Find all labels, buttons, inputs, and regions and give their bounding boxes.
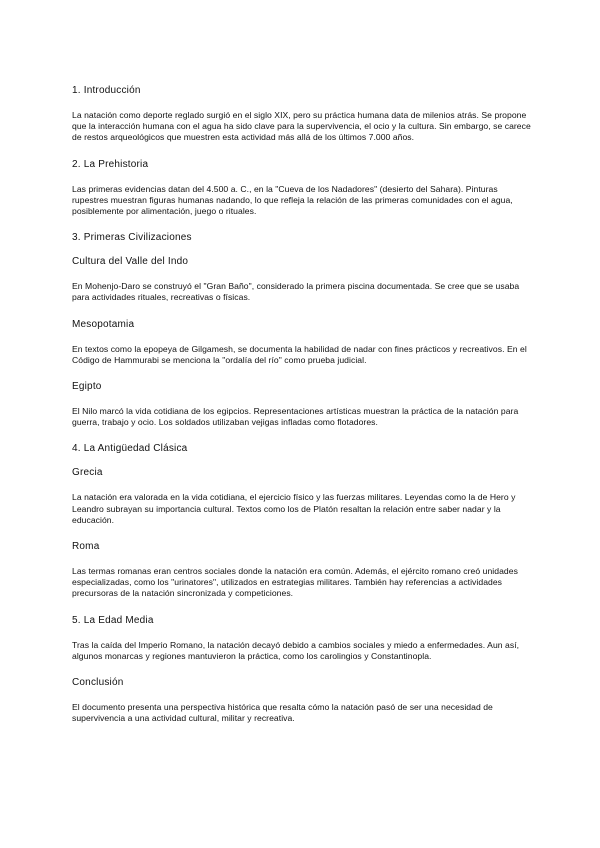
paragraph-valle-del-indo: En Mohenjo-Daro se construyó el "Gran Baño", considerado la primera piscina documentada. Se cree que se usaba para actividades rituales, recreativas o físicas. xyxy=(72,281,520,303)
paragraph-mesopotamia: En textos como la epopeya de Gilgamesh, se documenta la habilidad de nadar con fines prácticos y recreativos. En el Código de Hammurabi se menciona la "ordalía del río" como prueba judicial. xyxy=(72,343,527,365)
heading-grecia: Grecia xyxy=(72,467,103,479)
paragraph-conclusion: El documento presenta una perspectiva histórica que resalta cómo la natación pasó de ser una necesidad de supervivencia a una actividad cultural, militar y recreativa. xyxy=(72,702,493,724)
heading-prehistoria: 2. La Prehistoria xyxy=(72,158,149,170)
paragraph-egipto: El Nilo marcó la vida cotidiana de los egipcios. Representaciones artísticas muestran la práctica de la natación para guerra, trabajo y ocio. Los soldados utilizaban vejigas infladas como flotadores. xyxy=(72,406,519,428)
paragraph-prehistoria: Las primeras evidencias datan del 4.500 a. C., en la "Cueva de los Nadadores" (desierto del Sahara). Pinturas rupestres muestran figuras humanas nadando, lo que refleja la relación de las primeras comunidades con el agua, posiblemente por alimentación, juego o rituales. xyxy=(72,183,513,217)
heading-edad-media: 5. La Edad Media xyxy=(72,614,154,626)
paragraph-edad-media: Tras la caída del Imperio Romano, la natación decayó debido a cambios sociales y miedo a enfermedades. Aun así, algunos monarcas y regiones mantuvieron la práctica, como los carolingios y Constantinopla. xyxy=(72,639,520,661)
heading-introduccion: 1. Introducción xyxy=(72,85,141,96)
heading-conclusion: Conclusión xyxy=(72,677,124,689)
paragraph-grecia: La natación era valorada en la vida cotidiana, el ejercicio físico y las fuerzas militares. Leyendas como la de Hero y Leandro subrayan su importancia cultural. Textos como los de Platón resaltan la relación entre saber nadar y la educación. xyxy=(72,492,516,525)
heading-valle-del-indo: Cultura del Valle del Indo xyxy=(72,256,189,268)
heading-antiguedad-clasica: 4. La Antigüedad Clásica xyxy=(72,443,188,455)
document-page xyxy=(72,84,532,724)
heading-mesopotamia: Mesopotamia xyxy=(72,318,135,330)
heading-primeras-civilizaciones: 3. Primeras Civilizaciones xyxy=(72,232,192,244)
heading-egipto: Egipto xyxy=(72,381,102,393)
heading-roma: Roma xyxy=(72,541,100,553)
paragraph-roma: Las termas romanas eran centros sociales donde la natación era común. Además, el ejército romano creó unidades especializadas, como los "urinatores", utilizados en estrategias militares. También hay referencias a actividades precursoras de la natación sincronizada y competiciones. xyxy=(72,566,518,599)
paragraph-introduccion: La natación como deporte reglado surgió en el siglo XIX, pero su práctica humana data de milenios atrás. Se propone que la interacción humana con el agua ha sido clave para la supervivencia, el ocio y la cultura. Sin embargo, se carece de restos arqueológicos que muestren esta actividad más allá de los últimos 7.000 años. xyxy=(72,110,531,143)
